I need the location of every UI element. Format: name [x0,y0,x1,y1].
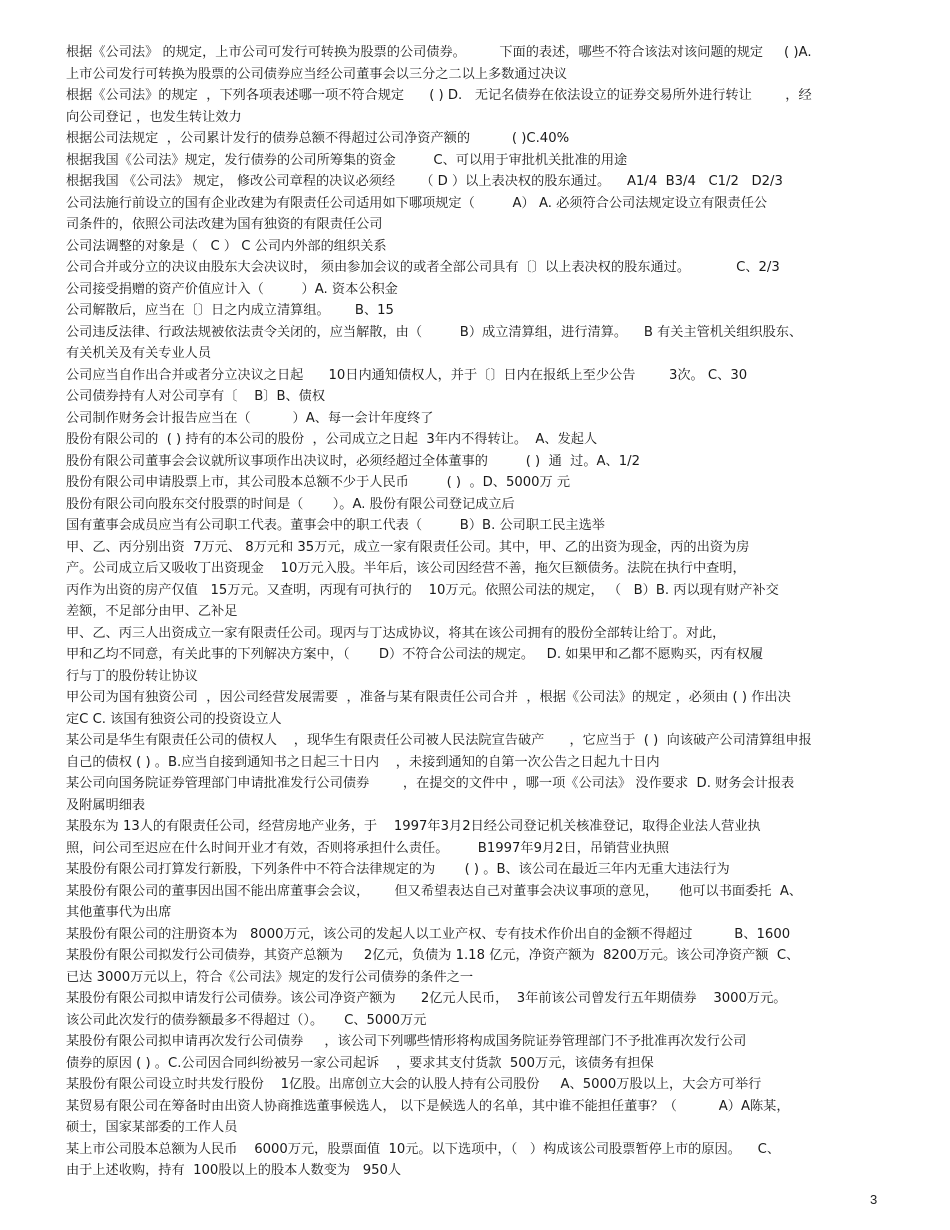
text-line: 硕士，国家某部委的工作人员 [66,1120,238,1135]
text-line: 公司接受捐赠的资产价值应计入（ ）A. 资本公积金 [66,281,398,297]
text-line: 某公司向国务院证券管理部门申请批准发行公司债券 ，在提交的文件中 ，哪一项《公司法》 没作要求 D. 财务会计报表 [66,776,795,791]
text-line: 公司制作财务会计报告应当在（ ）A、每一会计年度终了 [66,410,434,426]
text-line: 公司解散后，应当在〔〕日之内成立清算组。 B、15 [66,303,394,318]
text-line: 某上市公司股本总额为人民币 6000万元，股票面值 10元。以下选项中，（ ）构成该公司股票暂停上市的原因。 C、 [66,1141,781,1157]
text-line: 定C C. 该国有独资公司的投资设立人 [66,711,282,727]
text-line: 股份有限公司的 ( ) 持有的本公司的股份 ，公司成立之日起 3年内不得转让。 A、发起人 [66,432,598,447]
text-line: 债券的原因 ( ) 。C.公司因合同纠纷被另一家公司起诉 ，要求其支付货款 500万元，该债务有担保 [66,1055,654,1071]
text-line: 司条件的，依照公司法改建为国有独资的有限责任公司 [66,217,383,232]
text-line: 自己的债权 ( ) 。B.应当自接到通知书之日起三十日内 ，未接到通知的自第一次公告之日起九十日内 [66,754,660,770]
text-line: 公司合并或分立的决议由股东大会决议时， 须由参加会议的或者全部公司具有〔〕以上表决权的股东通过。 C、2/3 [66,260,780,275]
text-line: 及附属明细表 [66,797,146,813]
text-line: 行与丁的股份转让协议 [66,668,198,684]
text-line: 由于上述收购，持有 100股以上的股本人数变为 950人 [66,1163,402,1178]
text-line: 某股东为 13人的有限责任公司，经营房地产业务，于 1997年3月2日经公司登记机关核准登记，取得企业法人营业执 [66,819,761,834]
text-line: 甲、乙、丙分别出资 7万元、 8万元和 35万元，成立一家有限责任公司。其中，甲、乙的出资为现金，丙的出资为房 [66,539,750,555]
text-line: 根据《公司法》的规定 ，下列各项表述哪一项不符合规定 ( ) D. 无记名债券在依法设立的证券交易所外进行转让 ，经 [66,88,812,103]
text-line: 甲和乙均不同意，有关此事的下列解决方案中，（ D）不符合公司法的规定。 D. 如果甲和乙都不愿购买，丙有权履 [66,647,764,662]
text-line: 公司债券持有人对公司享有〔 B〕B、债权 [66,389,326,404]
text-line: 根据我国《公司法》规定，发行债券的公司所筹集的资金 C、可以用于审批机关批准的用途 [66,152,628,168]
text-line: 差额，不足部分由甲、乙补足 [66,604,238,619]
text-line: 公司违反法律、行政法规被依法责令关闭的，应当解散，由（ B）成立清算组，进行清算。 B 有关主管机关组织股东、 [66,324,803,340]
text-line: 丙作为出资的房产仅值 15万元。又查明，丙现有可执行的 10万元。依照公司法的规定， （ B）B. 丙以现有财产补交 [66,582,779,598]
text-line: 甲、乙、丙三人出资成立一家有限责任公司。现丙与丁达成协议，将其在该公司拥有的股份全部转让给丁。对此， [66,625,726,641]
text-line: 某股份有限公司的董事因出国不能出席董事会会议， 但又希望表达自己对董事会决议事项的意见， 他可以书面委托 A、 [66,883,803,899]
text-line: 根据《公司法》 的规定，上市公司可发行可转换为股票的公司债券。 下面的表述，哪些不符合该法对该问题的规定 ( )A. [66,45,812,60]
text-line: 某贸易有限公司在筹备时由出资人协商推选董事候选人， 以下是候选人的名单，其中谁不能担任董事？（ A）A陈某， [66,1098,790,1114]
text-line: 股份有限公司董事会会议就所议事项作出决议时，必须经超过全体董事的 ( ) 通 过。A、1/2 [66,453,640,469]
text-line: 照，问公司至迟应在什么时间开业才有效，否则将承担什么责任。 B1997年9月2日，吊销营业执照 [66,840,670,856]
text-line: 该公司此次发行的债券额最多不得超过（）。 C、5000万元 [66,1012,427,1028]
text-line: 某股份有限公司的注册资本为 8000万元，该公司的发起人以工业产权、专有技术作价出自的金额不得超过 B、1600 [66,926,791,942]
text-line: 公司法施行前设立的国有企业改建为有限责任公司适用如下哪项规定（ A） A. 必须符合公司法规定设立有限责任公 [66,195,768,211]
document-body [66,42,886,1182]
text-line: 有关机关及有关专业人员 [66,346,212,361]
text-line: 产。公司成立后又吸收丁出资现金 10万元入股。半年后，该公司因经营不善，拖欠巨额债务。法院在执行中查明， [66,561,746,576]
text-line: 某股份有限公司打算发行新股，下列条件中不符合法律规定的为 ( ) 。B、该公司在最近三年内无重大违法行为 [66,862,730,877]
text-line: 某公司是华生有限责任公司的债权人 ，现华生有限责任公司被人民法院宣告破产 ，它应当于 ( ) 向该破产公司清算组申报 [66,733,812,748]
page-number: 3 [870,1192,878,1207]
text-line: 已达 3000万元以上，符合《公司法》规定的发行公司债券的条件之一 [66,969,474,985]
text-line: 根据我国 《公司法》 规定， 修改公司章程的决议必须经 （ D ）以上表决权的股东通过。 A1/4 B3/4 C1/2 D2/3 [66,174,783,189]
text-line: 某股份有限公司拟申请发行公司债券。该公司净资产额为 2亿元人民币， 3年前该公司曾发行五年期债券 3000万元。 [66,991,787,1006]
text-line: 上市公司发行可转换为股票的公司债券应当经公司董事会以三分之二以上多数通过决议 [66,66,568,82]
text-line: 根据公司法规定 ，公司累计发行的债券总额不得超过公司净资产额的 ( )C.40% [66,131,570,146]
text-line: 公司法调整的对象是（ C ） C 公司内外部的组织关系 [66,238,387,254]
text-line: 国有董事会成员应当有公司职工代表。董事会中的职工代表（ B）B. 公司职工民主选举 [66,518,605,533]
text-line: 向公司登记 ，也发生转让效力 [66,109,242,125]
text-line: 股份有限公司向股东交付股票的时间是（ ）。A. 股份有限公司登记成立后 [66,496,515,512]
text-line: 某股份有限公司拟申请再次发行公司债券 ，该公司下列哪些情形将构成国务院证券管理部门不予批准再次发行公司 [66,1034,747,1049]
text-line: 某股份有限公司拟发行公司债券，其资产总额为 2亿元，负债为 1.18 亿元，净资产额为 8200万元。该公司净资产额 C、 [66,948,800,963]
text-line: 公司应当自作出合并或者分立决议之日起 10日内通知债权人，并于〔〕日内在报纸上至少公告 3次。 C、30 [66,367,748,383]
text-line: 股份有限公司申请股票上市，其公司股本总额不少于人民币 ( ) 。D、5000万 元 [66,475,571,490]
text-line: 其他董事代为出席 [66,905,172,920]
text-line: 甲公司为国有独资公司 ，因公司经营发展需要 ，准备与某有限责任公司合并 ，根据《公司法》的规定 ，必须由 ( ) 作出决 [66,690,791,705]
text-line: 某股份有限公司设立时共发行股份 1亿股。出席创立大会的认股人持有公司股份 A、5000万股以上，大会方可举行 [66,1077,762,1092]
